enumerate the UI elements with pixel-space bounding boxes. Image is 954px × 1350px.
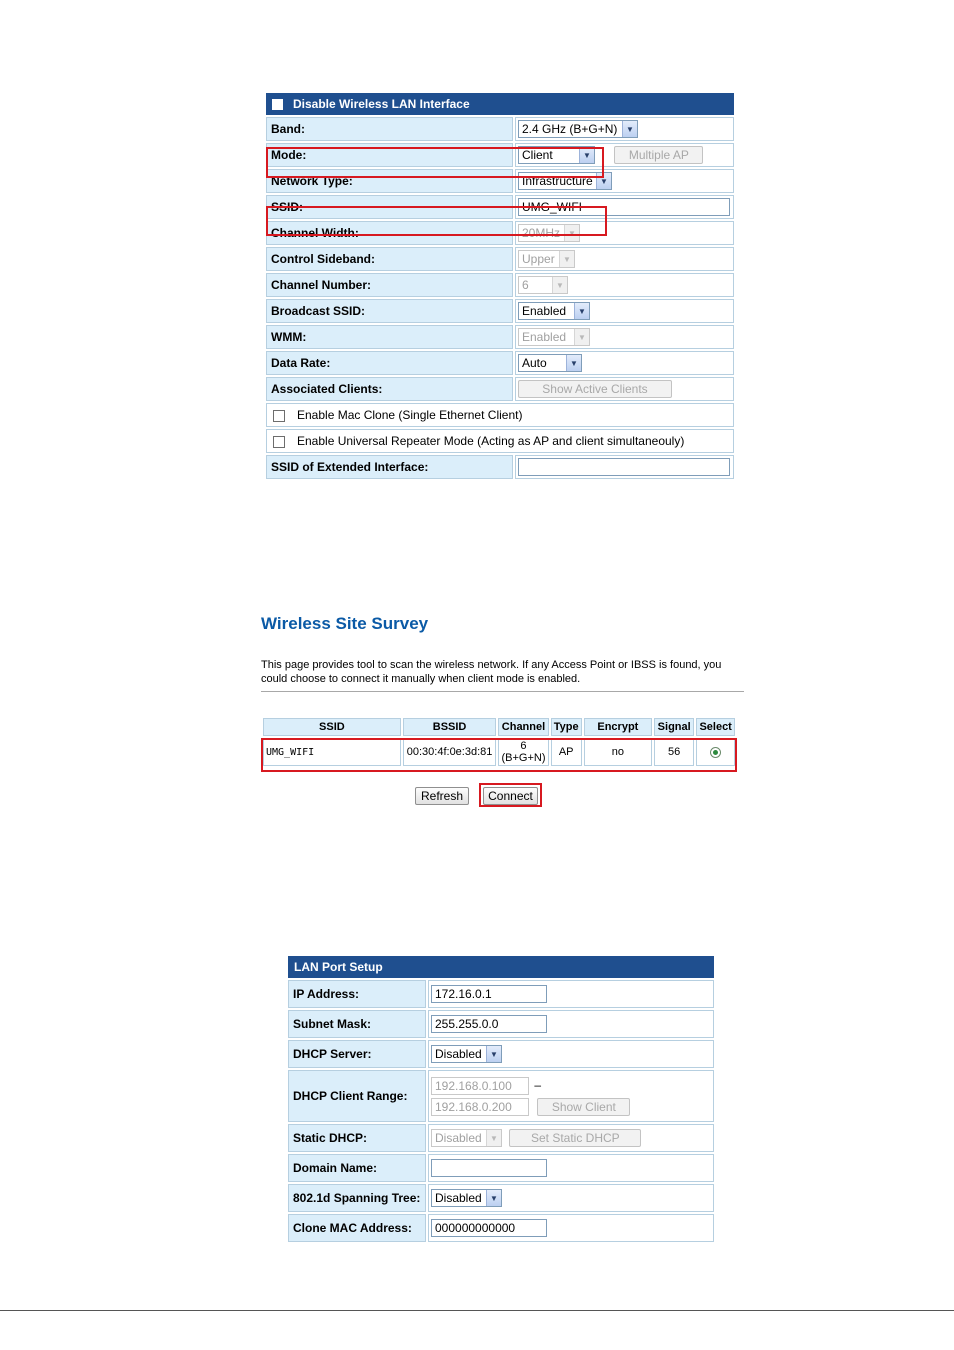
ip-address-input[interactable]: 172.16.0.1 (431, 985, 547, 1003)
band-select[interactable] (518, 120, 638, 138)
ext-ssid-input[interactable] (518, 458, 730, 476)
ssid-input[interactable]: UMG_WIFI (518, 198, 730, 216)
col-ssid: SSID (263, 718, 401, 736)
chevron-down-icon: ▼ (574, 329, 589, 345)
static-dhcp-value: Disabled (435, 1131, 482, 1145)
chevron-down-icon: ▼ (564, 225, 579, 241)
repeater-row (266, 429, 734, 453)
cell-ssid: UMG_WIFI (263, 738, 401, 766)
band-value: 2.4 GHz (B+G+N) (522, 122, 618, 136)
dhcp-range-end-input[interactable]: 192.168.0.200 (431, 1098, 529, 1116)
wmm-value: Enabled (522, 330, 567, 344)
lan-setup-table (286, 954, 716, 1244)
spanning-tree-select[interactable] (431, 1189, 502, 1207)
set-static-dhcp-button[interactable]: Set Static DHCP (509, 1129, 641, 1147)
select-radio[interactable] (710, 747, 721, 758)
divider (261, 691, 744, 692)
dhcp-server-label: DHCP Server: (288, 1040, 426, 1068)
channel-width-value: 20MHz (522, 226, 561, 240)
chevron-down-icon: ▼ (579, 147, 594, 163)
dhcp-server-value: Disabled (435, 1047, 482, 1061)
chevron-down-icon: ▼ (622, 121, 637, 137)
dhcp-range-start-input[interactable]: 192.168.0.100 (431, 1077, 529, 1095)
dhcp-range-label: DHCP Client Range: (288, 1070, 426, 1122)
cell-select (696, 738, 735, 766)
clone-mac-input[interactable]: 000000000000 (431, 1219, 547, 1237)
table-row (263, 738, 735, 766)
col-type: Type (551, 718, 582, 736)
associated-clients-label: Associated Clients: (266, 377, 513, 401)
control-sideband-value: Upper (522, 252, 555, 266)
site-survey-table (261, 716, 737, 768)
show-active-clients-button[interactable]: Show Active Clients (518, 380, 672, 398)
data-rate-label: Data Rate: (266, 351, 513, 375)
channel-band: (B+G+N) (501, 752, 546, 764)
mode-value: Client (522, 148, 553, 162)
survey-description: This page provides tool to scan the wireless network. If any Access Point or IBSS is found, you could choose to connect it manually when client mode is enabled. (261, 659, 722, 685)
chevron-down-icon: ▼ (574, 303, 589, 319)
ext-ssid-label: SSID of Extended Interface: (266, 455, 513, 479)
refresh-button[interactable]: Refresh (415, 787, 469, 805)
network-type-value: Infrastructure (522, 174, 593, 188)
chevron-down-icon: ▼ (486, 1190, 501, 1206)
chevron-down-icon: ▼ (566, 355, 581, 371)
broadcast-ssid-select[interactable] (518, 302, 590, 320)
multiple-ap-button[interactable]: Multiple AP (614, 146, 703, 164)
footer-divider (0, 1310, 954, 1311)
chevron-down-icon: ▼ (486, 1046, 501, 1062)
broadcast-ssid-value: Enabled (522, 304, 567, 318)
mac-clone-row (266, 403, 734, 427)
mode-select[interactable] (518, 146, 595, 164)
chevron-down-icon: ▼ (559, 251, 574, 267)
network-type-label: Network Type: (266, 169, 513, 193)
broadcast-ssid-label: Broadcast SSID: (266, 299, 513, 323)
ssid-label: SSID: (266, 195, 513, 219)
connect-button[interactable]: Connect (483, 787, 538, 805)
control-sideband-select[interactable] (518, 250, 575, 268)
channel-number-label: Channel Number: (266, 273, 513, 297)
disable-wlan-checkbox[interactable] (272, 99, 283, 110)
subnet-mask-label: Subnet Mask: (288, 1010, 426, 1038)
control-sideband-label: Control Sideband: (266, 247, 513, 271)
subnet-mask-input[interactable]: 255.255.0.0 (431, 1015, 547, 1033)
mac-clone-checkbox[interactable] (273, 410, 285, 422)
channel-width-label: Channel Width: (266, 221, 513, 245)
channel-width-select[interactable] (518, 224, 580, 242)
ip-address-label: IP Address: (288, 980, 426, 1008)
spanning-tree-label: 802.1d Spanning Tree: (288, 1184, 426, 1212)
col-bssid: BSSID (403, 718, 497, 736)
mode-label: Mode: (266, 143, 513, 167)
domain-name-label: Domain Name: (288, 1154, 426, 1182)
channel-number-select[interactable] (518, 276, 568, 294)
repeater-label: Enable Universal Repeater Mode (Acting as AP and client simultaneouly) (297, 434, 685, 448)
mac-clone-label: Enable Mac Clone (Single Ethernet Client) (297, 408, 523, 422)
disable-wlan-header (266, 93, 734, 115)
cell-encrypt: no (584, 738, 652, 766)
wireless-settings-table (264, 91, 736, 481)
data-rate-value: Auto (522, 356, 547, 370)
spanning-tree-value: Disabled (435, 1191, 482, 1205)
static-dhcp-select[interactable] (431, 1129, 502, 1147)
table-header (263, 718, 735, 736)
show-client-button[interactable]: Show Client (537, 1098, 630, 1116)
band-label: Band: (266, 117, 513, 141)
cell-type: AP (551, 738, 582, 766)
disable-wlan-label: Disable Wireless LAN Interface (293, 97, 470, 111)
col-encrypt: Encrypt (584, 718, 652, 736)
channel-number-value: 6 (522, 278, 529, 292)
channel-number: 6 (520, 740, 527, 752)
repeater-checkbox[interactable] (273, 436, 285, 448)
clone-mac-label: Clone MAC Address: (288, 1214, 426, 1242)
wmm-select[interactable] (518, 328, 590, 346)
chevron-down-icon: ▼ (552, 277, 567, 293)
col-signal: Signal (654, 718, 694, 736)
domain-name-input[interactable] (431, 1159, 547, 1177)
range-dash: – (534, 1078, 542, 1092)
col-select: Select (696, 718, 735, 736)
dhcp-server-select[interactable] (431, 1045, 502, 1063)
data-rate-select[interactable] (518, 354, 582, 372)
static-dhcp-label: Static DHCP: (288, 1124, 426, 1152)
network-type-select[interactable] (518, 172, 612, 190)
chevron-down-icon: ▼ (486, 1130, 501, 1146)
cell-signal: 56 (654, 738, 694, 766)
col-channel: Channel (498, 718, 548, 736)
chevron-down-icon: ▼ (596, 173, 611, 189)
page-title: Wireless Site Survey (261, 614, 429, 633)
wmm-label: WMM: (266, 325, 513, 349)
lan-header: LAN Port Setup (288, 956, 714, 978)
cell-channel (498, 738, 548, 766)
cell-bssid: 00:30:4f:0e:3d:81 (403, 738, 497, 766)
